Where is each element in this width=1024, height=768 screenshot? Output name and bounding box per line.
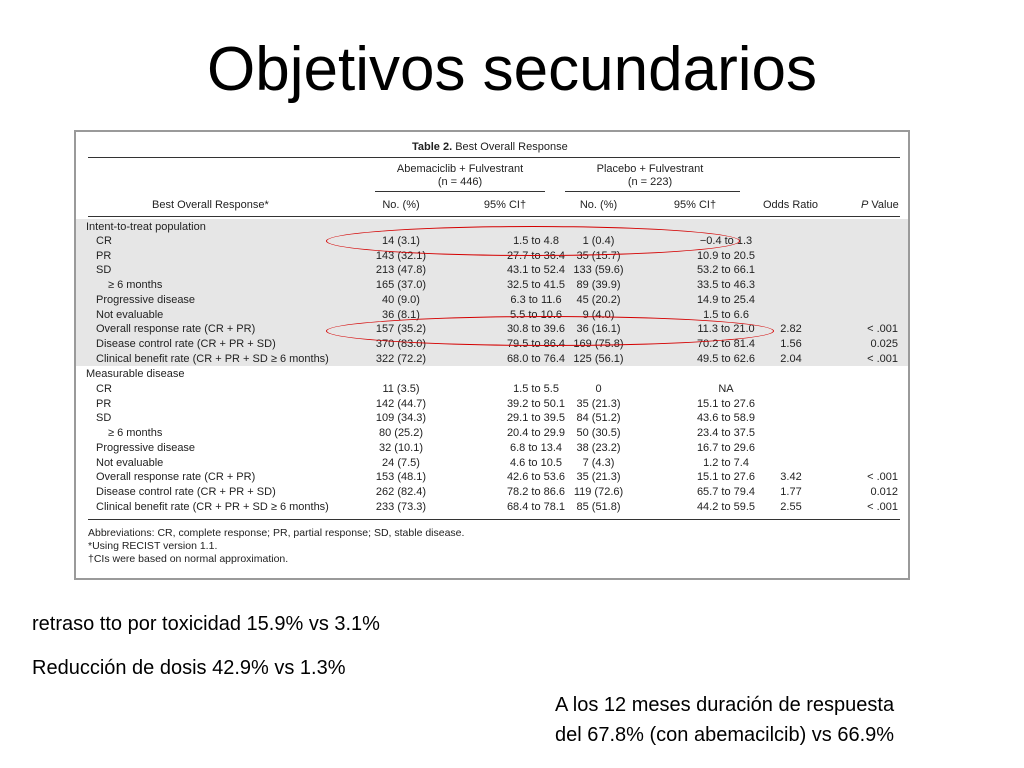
row-label: Disease control rate (CR + PR + SD): [96, 485, 276, 498]
cell-no1: 262 (82.4): [375, 485, 427, 498]
cell-ci1: 4.6 to 10.5: [510, 456, 562, 469]
group-header-placebo: [570, 163, 730, 189]
footnote-ci: †CIs were based on normal approximation.: [88, 553, 289, 565]
cell-ci1: 6.8 to 13.4: [510, 441, 562, 454]
header-ci2: 95% CI†: [673, 199, 717, 211]
row-label: SD: [96, 412, 112, 425]
note-response-duration-1: A los 12 meses duración de respuesta: [555, 694, 895, 716]
cell-ci2: 33.5 to 46.3: [696, 279, 756, 292]
cell-no1: 213 (47.8): [375, 264, 427, 277]
cell-ci1: 39.2 to 50.1: [506, 397, 566, 410]
cell-ci1: 79.5 to 86.4: [506, 337, 566, 350]
cell-ci2: 15.1 to 27.6: [696, 397, 756, 410]
group-header-abemaciclib: [380, 163, 540, 189]
cell-no2: 84 (51.2): [576, 412, 621, 425]
row-label: CR: [96, 383, 112, 395]
table-caption-text: Best Overall Response: [455, 141, 568, 153]
cell-no2: 38 (23.2): [576, 441, 621, 454]
table-row: [76, 293, 908, 308]
table-row: [76, 500, 908, 515]
group1-name: Abemaciclib + Fulvestrant: [396, 163, 524, 175]
row-label: SD: [96, 264, 112, 277]
cell-ci1: 32.5 to 41.5: [506, 279, 566, 292]
cell-ci2: 14.9 to 25.4: [696, 293, 756, 306]
cell-ci1: 5.5 to 10.6: [510, 308, 562, 321]
footnote-recist: *Using RECIST version 1.1.: [88, 540, 218, 552]
cell-no1: 322 (72.2): [375, 352, 427, 365]
cell-no1: 165 (37.0): [375, 279, 427, 292]
row-label: ≥ 6 months: [108, 279, 163, 292]
cell-p: < .001: [867, 323, 898, 336]
note-dose-reduction: Reducción de dosis 42.9% vs 1.3%: [32, 657, 346, 679]
cell-ci1: 42.6 to 53.6: [506, 471, 566, 484]
row-label: Progressive disease: [96, 441, 196, 454]
highlight-ellipse-cr: [326, 226, 740, 256]
table-top-rule: [88, 157, 900, 158]
slide-title: Objetivos secundarios: [207, 35, 817, 104]
cell-odds: 2.55: [780, 500, 802, 513]
cell-odds: 1.77: [780, 485, 802, 498]
cell-no1: 32 (10.1): [378, 441, 424, 454]
cell-ci2: 49.5 to 62.6: [696, 352, 756, 365]
cell-ci1: 30.8 to 39.6: [506, 323, 566, 336]
row-label: Disease control rate (CR + PR + SD): [96, 337, 276, 350]
cell-odds: 2.82: [780, 323, 802, 336]
section-header: [76, 367, 908, 382]
table-row: [76, 456, 908, 471]
cell-ci1: 68.4 to 78.1: [506, 500, 566, 513]
cell-no1: 24 (7.5): [382, 456, 420, 469]
cell-no2: 35 (21.3): [576, 397, 621, 410]
group2-name: Placebo + Fulvestrant: [596, 163, 704, 175]
cell-ci2: 1.2 to 7.4: [703, 456, 749, 469]
cell-p: 0.012: [870, 485, 898, 498]
table-row: [76, 352, 908, 367]
cell-odds: 1.56: [780, 337, 802, 350]
section-label: Measurable disease: [86, 368, 185, 380]
cell-ci1: 1.5 to 5.5: [513, 383, 559, 395]
cell-no1: 142 (44.7): [375, 397, 427, 410]
header-p-value: [861, 199, 899, 211]
cell-ci2: 15.1 to 27.6: [696, 471, 756, 484]
row-label: CR: [96, 235, 112, 247]
group1-underline: [375, 191, 545, 192]
cell-ci1: 27.7 to 36.4: [506, 249, 566, 262]
row-label: PR: [96, 397, 112, 410]
table-row: [76, 426, 908, 441]
table-row: [76, 470, 908, 485]
table-row: [76, 485, 908, 500]
table-row: [76, 411, 908, 426]
cell-p: < .001: [867, 500, 898, 513]
cell-ci2: 65.7 to 79.4: [696, 485, 756, 498]
footnote-abbreviations: Abbreviations: CR, complete response; PR, partial response; SD, stable disease.: [88, 527, 465, 539]
table-row: [76, 263, 908, 278]
table-row: [76, 382, 908, 397]
cell-odds: 3.42: [780, 471, 802, 484]
cell-ci2: 70.2 to 81.4: [696, 337, 756, 350]
cell-ci1: 78.2 to 86.6: [506, 485, 566, 498]
row-label: Not evaluable: [96, 308, 164, 321]
cell-no1: 370 (83.0): [375, 337, 427, 350]
cell-no1: 157 (35.2): [375, 323, 427, 336]
cell-no2: 45 (20.2): [576, 293, 621, 306]
cell-ci1: 6.3 to 11.6: [510, 293, 562, 306]
header-ci1: 95% CI†: [483, 199, 527, 211]
cell-ci2: 11.3 to 21.0: [697, 323, 755, 336]
group2-underline: [565, 191, 740, 192]
header-best-response: Best Overall Response*: [152, 199, 269, 211]
cell-no2: 119 (72.6): [573, 485, 624, 498]
cell-ci2: 10.9 to 20.5: [696, 249, 756, 262]
cell-no2: 9 (4.0): [582, 308, 615, 321]
row-label: Overall response rate (CR + PR): [96, 323, 256, 336]
row-label: ≥ 6 months: [108, 427, 163, 440]
table-row: [76, 397, 908, 412]
cell-no2: 133 (59.6): [573, 264, 624, 277]
cell-no1: 233 (73.3): [375, 500, 427, 513]
cell-no2: 50 (30.5): [576, 427, 621, 440]
cell-ci2: 43.6 to 58.9: [696, 412, 756, 425]
highlight-ellipse-orr: [326, 316, 774, 346]
row-label: Progressive disease: [96, 293, 196, 306]
row-label: Clinical benefit rate (CR + PR + SD ≥ 6 months): [96, 500, 329, 513]
cell-no2: 85 (51.8): [576, 500, 621, 513]
table-row: [76, 278, 908, 293]
cell-p: < .001: [867, 471, 898, 484]
cell-no1: 109 (34.3): [375, 412, 427, 425]
group1-n: (n = 446): [437, 176, 483, 188]
cell-ci1: 43.1 to 52.4: [506, 264, 566, 277]
group2-n: (n = 223): [627, 176, 673, 188]
table-caption-label: Table 2.: [412, 141, 453, 153]
header-bottom-rule: [88, 216, 900, 217]
row-label: Clinical benefit rate (CR + PR + SD ≥ 6 months): [96, 352, 329, 365]
cell-no2: 125 (56.1): [573, 352, 624, 365]
cell-odds: 2.04: [780, 352, 802, 365]
note-response-duration-2: del 67.8% (con abemacilcib) vs 66.9%: [555, 724, 895, 746]
cell-no2: 7 (4.3): [582, 456, 615, 469]
cell-ci2: 1.5 to 6.6: [703, 308, 749, 321]
cell-ci1: 1.5 to 4.8: [513, 235, 559, 247]
note-toxicity-delay: retraso tto por toxicidad 15.9% vs 3.1%: [32, 613, 380, 635]
cell-ci2: 23.4 to 37.5: [696, 427, 756, 440]
cell-ci1: 20.4 to 29.9: [506, 427, 566, 440]
cell-no2: 89 (39.9): [576, 279, 621, 292]
cell-ci1: 29.1 to 39.5: [506, 412, 566, 425]
cell-no1: 36 (8.1): [382, 308, 420, 321]
cell-no1: 40 (9.0): [382, 293, 420, 306]
cell-ci2: −0.4 to 1.3: [699, 235, 753, 247]
header-odds-ratio: Odds Ratio: [763, 199, 819, 211]
cell-no2: 35 (21.3): [576, 471, 621, 484]
cell-no1: 143 (32.1): [375, 249, 427, 262]
table-caption: [412, 141, 568, 153]
cell-p: 0.025: [870, 337, 898, 350]
row-label: PR: [96, 249, 112, 262]
header-p-italic: P: [861, 199, 869, 211]
cell-ci2: NA: [718, 383, 734, 395]
header-no1: No. (%): [382, 199, 420, 211]
section-label: Intent-to-treat population: [86, 221, 206, 233]
row-label: Overall response rate (CR + PR): [96, 471, 256, 484]
cell-no1: 153 (48.1): [375, 471, 427, 484]
cell-ci2: 53.2 to 66.1: [696, 264, 756, 277]
cell-p: < .001: [867, 352, 898, 365]
cell-no2: 35 (15.7): [576, 249, 621, 262]
cell-no2: 169 (75.8): [573, 337, 624, 350]
cell-ci2: 16.7 to 29.6: [696, 441, 756, 454]
table-row: [76, 441, 908, 456]
table-bottom-rule: [88, 519, 900, 520]
cell-no1: 80 (25.2): [378, 427, 424, 440]
header-no2: No. (%): [579, 199, 618, 211]
row-label: Not evaluable: [96, 456, 164, 469]
cell-no2: 1 (0.4): [582, 235, 615, 247]
cell-no1: 14 (3.1): [382, 235, 420, 247]
cell-no2: 0: [595, 383, 602, 395]
cell-ci2: 44.2 to 59.5: [696, 500, 756, 513]
cell-no1: 11 (3.5): [382, 383, 420, 395]
cell-ci1: 68.0 to 76.4: [506, 352, 566, 365]
header-p-rest: Value: [868, 199, 899, 211]
cell-no2: 36 (16.1): [576, 323, 621, 336]
